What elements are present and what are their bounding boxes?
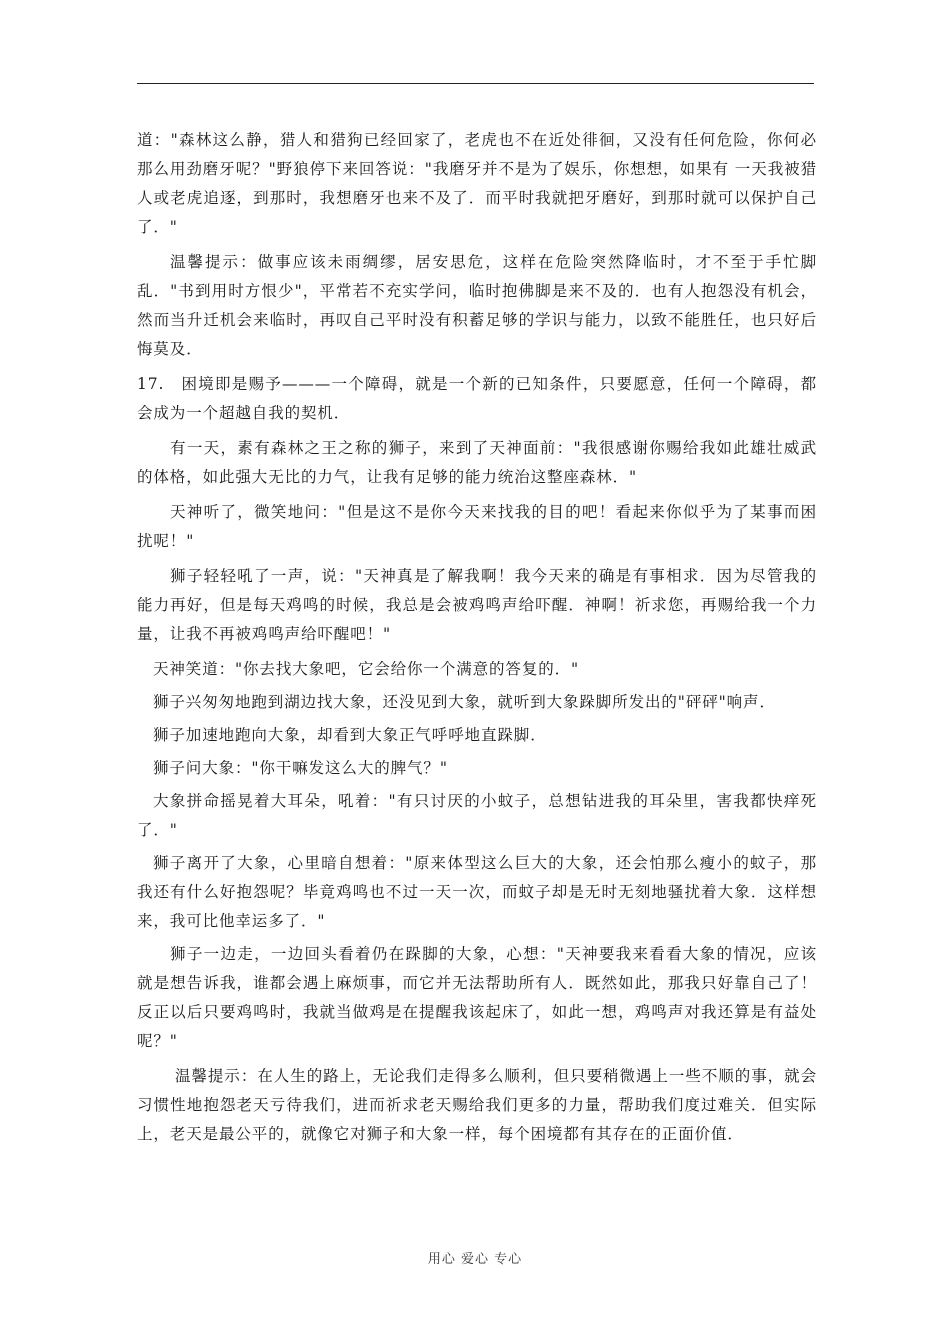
paragraph-lion-speeds: 狮子加速地跑向大象，却看到大象正气呼呼地直跺脚． xyxy=(153,726,547,744)
page-footer: 用心 爱心 专心 xyxy=(427,1252,523,1267)
paragraph-lion-asks: 狮子问大象："你干嘛发这么大的脾气？" xyxy=(153,759,448,777)
paragraph-item-17-heading: 17. 困境即是赐予———一个障碍，就是一个新的已知条件，只要愿意，任何一个障碍，都会成为一个超越自我的契机． xyxy=(137,375,817,422)
paragraph-tip-1: 温馨提示：做事应该未雨绸缪，居安思危，这样在危险突然降临时，才不至于手忙脚乱．"书到用时方恨少"，平常若不充实学问，临时抱佛脚是来不及的．也有人抱怨没有机会，然而当升迁机会来临时，再叹自己平时没有积蓄足够的学识与能力，以致不能胜任，也只好后悔莫及． xyxy=(137,253,817,358)
paragraph-lion-realizes: 狮子一边走，一边回头看着仍在跺脚的大象，心想："天神要我来看看大象的情况，应该就是想告诉我，谁都会遇上麻烦事，而它并无法帮助所有人．既然如此，那我只好靠自己了！反正以后只要鸡鸣时，我就当做鸡是在提醒我该起床了，如此一想，鸡鸣声对我还算是有益处呢？" xyxy=(137,945,817,1050)
paragraph-wolf-dialogue: 道："森林这么静，猎人和猎狗已经回家了，老虎也不在近处徘徊，又没有任何危险，你何必那么用劲磨牙呢？"野狼停下来回答说："我磨牙并不是为了娱乐，你想想，如果有 一天我被猎人或老虎追逐，到那时，我想磨牙也来不及了．而平时我就把牙磨好，到那时就可以保护自己了．" xyxy=(137,131,817,236)
paragraph-god-laughs: 天神笑道："你去找大象吧，它会给你一个满意的答复的．" xyxy=(153,660,580,678)
paragraph-lion-thinks: 狮子离开了大象，心里暗自想着："原来体型这么巨大的大象，还会怕那么瘦小的蚊子，那我还有什么好抱怨呢？毕竟鸡鸣也不过一天一次，而蚊子却是无时无刻地骚扰着大象．这样想来，我可比他幸运多了．" xyxy=(137,854,817,930)
paragraph-lion-visit: 有一天，素有森林之王之称的狮子，来到了天神面前："我很感谢你赐给我如此雄壮威武的体格，如此强大无比的力气，让我有足够的能力统治这整座森林．" xyxy=(137,439,817,486)
paragraph-tip-2: 温馨提示：在人生的路上，无论我们走得多么顺利，但只要稍微遇上一些不顺的事，就会习惯性地抱怨老天亏待我们，进而祈求老天赐给我们更多的力量，帮助我们度过难关．但实际上，老天是最公平的，就像它对狮子和大象一样，每个困境都有其存在的正面价值． xyxy=(137,1067,817,1143)
paragraph-lion-runs: 狮子兴匆匆地跑到湖边找大象，还没见到大象，就听到大象跺脚所发出的"砰砰"响声． xyxy=(153,693,776,711)
paragraph-lion-request: 狮子轻轻吼了一声，说："天神真是了解我啊！我今天来的确是有事相求．因为尽管我的能力再好，但是每天鸡鸣的时候，我总是会被鸡鸣声给吓醒．神啊！祈求您，再赐给我一个力量，让我不再被鸡鸣声给吓醒吧！" xyxy=(137,567,817,643)
paragraph-elephant-answer: 大象拼命摇晃着大耳朵，吼着："有只讨厌的小蚊子，总想钻进我的耳朵里，害我都快痒死了．" xyxy=(137,792,817,839)
paragraph-god-asks: 天神听了，微笑地问："但是这不是你今天来找我的目的吧！看起来你似乎为了某事而困扰呢！" xyxy=(137,503,817,550)
document-body xyxy=(137,126,817,1155)
header-rule xyxy=(137,83,814,84)
